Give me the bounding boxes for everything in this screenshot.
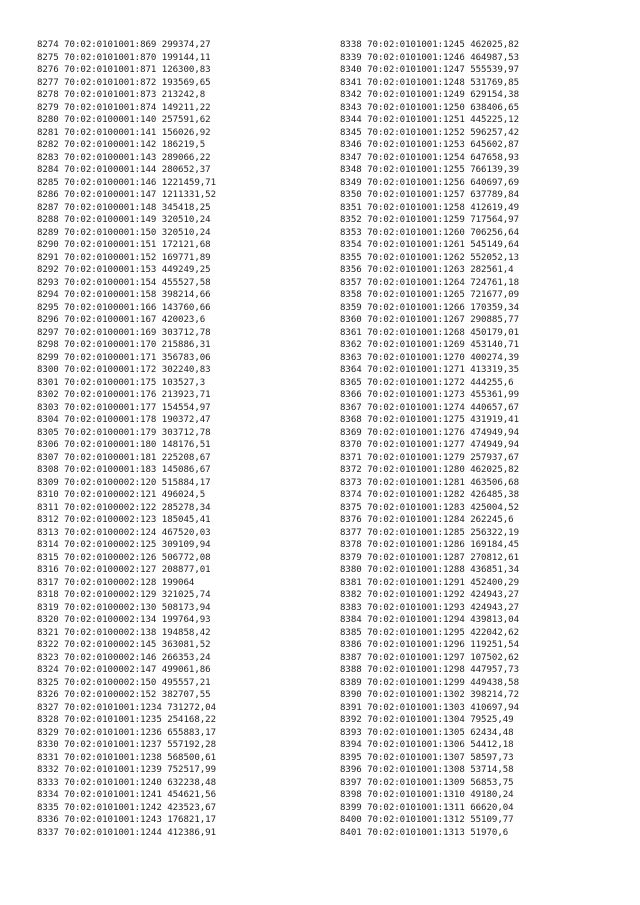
record-row: 8284 70:02:0100001:144 280652,37 [37,165,211,175]
record-row: 8335 70:02:0101001:1242 423523,67 [37,802,217,813]
record-row: 8313 70:02:0100002:124 467520,03 [37,527,211,538]
record-row: 8287 70:02:0100001:148 345418,25 [37,202,211,213]
record-row: 8281 70:02:0100001:141 156026,92 [37,127,211,138]
record-row: 8392 70:02:0101001:1304 79525,49 [340,715,514,725]
record-row: 8280 70:02:0100001:140 257591,62 [37,115,211,125]
record-row: 8371 70:02:0101001:1279 257937,67 [340,452,520,463]
record-row: 8372 70:02:0101001:1280 462025,82 [340,465,520,475]
record-row: 8380 70:02:0101001:1288 436851,34 [340,565,520,575]
record-row: 8390 70:02:0101001:1302 398214,72 [340,690,520,700]
record-row: 8384 70:02:0101001:1294 439813,04 [340,615,520,625]
record-row: 8333 70:02:0101001:1240 632238,48 [37,777,217,788]
record-row: 8302 70:02:0100001:176 213923,71 [37,390,211,400]
record-row: 8283 70:02:0100001:143 289066,22 [37,152,211,163]
record-row: 8358 70:02:0101001:1265 721677,09 [340,290,520,300]
record-row: 8351 70:02:0101001:1258 412619,49 [340,202,520,213]
record-row: 8293 70:02:0100001:154 455527,58 [37,277,211,288]
record-row: 8370 70:02:0101001:1277 474949,94 [340,440,520,450]
record-row: 8304 70:02:0100001:178 190372,47 [37,415,211,425]
record-row: 8319 70:02:0100002:130 508173,94 [37,602,211,613]
record-row: 8347 70:02:0101001:1254 647658,93 [340,152,520,163]
record-row: 8318 70:02:0100002:129 321025,74 [37,590,211,600]
record-row: 8398 70:02:0101001:1310 49180,24 [340,790,514,800]
record-row: 8386 70:02:0101001:1296 119251,54 [340,640,520,650]
record-row: 8352 70:02:0101001:1259 717564,97 [340,215,520,225]
record-row: 8321 70:02:0100002:138 194858,42 [37,627,211,638]
record-row: 8338 70:02:0101001:1245 462025,82 [340,40,520,50]
record-row: 8394 70:02:0101001:1306 54412,18 [340,740,514,750]
record-row: 8288 70:02:0100001:149 320510,24 [37,215,211,225]
record-row: 8339 70:02:0101001:1246 464987,53 [340,52,520,63]
record-row: 8365 70:02:0101001:1272 444255,6 [340,377,514,388]
record-row: 8279 70:02:0101001:874 149211,22 [37,102,211,113]
record-row: 8360 70:02:0101001:1267 290885,77 [340,315,520,325]
record-row: 8285 70:02:0100001:146 1221459,71 [37,177,217,188]
record-row: 8397 70:02:0101001:1309 56853,75 [340,777,514,788]
record-row: 8303 70:02:0100001:177 154554,97 [37,402,211,413]
record-row: 8294 70:02:0100001:158 398214,66 [37,290,211,300]
record-row: 8334 70:02:0101001:1241 454621,56 [37,790,217,800]
record-row: 8325 70:02:0100002:150 495557,21 [37,677,211,688]
record-row: 8297 70:02:0100001:169 303712,78 [37,327,211,338]
record-row: 8385 70:02:0101001:1295 422042,62 [340,627,520,638]
record-row: 8314 70:02:0100002:125 309109,94 [37,540,211,550]
record-row: 8367 70:02:0101001:1274 440657,67 [340,402,520,413]
record-row: 8363 70:02:0101001:1270 400274,39 [340,352,520,363]
record-row: 8324 70:02:0100002:147 499061,86 [37,665,211,675]
record-row: 8361 70:02:0101001:1268 450179,01 [340,327,520,338]
record-row: 8396 70:02:0101001:1308 53714,58 [340,765,514,775]
record-row: 8355 70:02:0101001:1262 552052,13 [340,252,520,263]
record-row: 8362 70:02:0101001:1269 453140,71 [340,340,520,350]
record-row: 8317 70:02:0100002:128 199064 [37,577,195,588]
record-row: 8298 70:02:0100001:170 215886,31 [37,340,211,350]
record-row: 8292 70:02:0100001:153 449249,25 [37,265,211,275]
record-row: 8278 70:02:0101001:873 213242,8 [37,90,206,100]
record-row: 8316 70:02:0100002:127 208877,01 [37,565,211,575]
record-row: 8311 70:02:0100002:122 285278,34 [37,502,211,513]
record-row: 8400 70:02:0101001:1312 55109,77 [340,815,514,825]
record-row: 8377 70:02:0101001:1285 256322,19 [340,527,520,538]
record-row: 8310 70:02:0100002:121 496024,5 [37,490,206,500]
record-row: 8349 70:02:0101001:1256 640697,69 [340,177,520,188]
record-row: 8326 70:02:0100002:152 382707,55 [37,690,211,700]
record-row: 8356 70:02:0101001:1263 282561,4 [340,265,514,275]
record-row: 8378 70:02:0101001:1286 169184,45 [340,540,520,550]
record-row: 8305 70:02:0100001:179 303712,78 [37,427,211,438]
record-row: 8389 70:02:0101001:1299 449438,58 [340,677,520,688]
record-row: 8374 70:02:0101001:1282 426485,38 [340,490,520,500]
record-row: 8336 70:02:0101001:1243 176821,17 [37,815,217,825]
record-row: 8307 70:02:0100001:181 225208,67 [37,452,211,463]
record-row: 8399 70:02:0101001:1311 66620,04 [340,802,514,813]
record-row: 8354 70:02:0101001:1261 545149,64 [340,240,520,250]
record-row: 8301 70:02:0100001:175 103527,3 [37,377,206,388]
record-row: 8382 70:02:0101001:1292 424943,27 [340,590,520,600]
record-row: 8337 70:02:0101001:1244 412386,91 [37,827,217,838]
record-row: 8368 70:02:0101001:1275 431919,41 [340,415,520,425]
record-row: 8323 70:02:0100002:146 266353,24 [37,652,211,663]
record-row: 8391 70:02:0101001:1303 410697,94 [340,702,520,713]
record-row: 8315 70:02:0100002:126 506772,08 [37,552,211,563]
record-row: 8388 70:02:0101001:1298 447957,73 [340,665,520,675]
record-row: 8308 70:02:0100001:183 145086,67 [37,465,211,475]
record-row: 8364 70:02:0101001:1271 413319,35 [340,365,520,375]
record-row: 8329 70:02:0101001:1236 655883,17 [37,727,217,738]
record-row: 8328 70:02:0101001:1235 254168,22 [37,715,217,725]
record-row: 8357 70:02:0101001:1264 724761,18 [340,277,520,288]
record-row: 8343 70:02:0101001:1250 638406,65 [340,102,520,113]
record-row: 8379 70:02:0101001:1287 270812,61 [340,552,520,563]
record-row: 8345 70:02:0101001:1252 596257,42 [340,127,520,138]
record-row: 8348 70:02:0101001:1255 766139,39 [340,165,520,175]
left-column [37,39,216,839]
record-row: 8299 70:02:0100001:171 356783,06 [37,352,211,363]
record-row: 8340 70:02:0101001:1247 555539,97 [340,65,520,75]
record-row: 8332 70:02:0101001:1239 752517,99 [37,765,217,775]
record-row: 8375 70:02:0101001:1283 425004,52 [340,502,520,513]
record-row: 8373 70:02:0101001:1281 463506,68 [340,477,520,488]
record-row: 8395 70:02:0101001:1307 58597,73 [340,752,514,763]
record-row: 8322 70:02:0100002:145 363081,52 [37,640,211,650]
record-row: 8369 70:02:0101001:1276 474949,94 [340,427,520,438]
record-row: 8366 70:02:0101001:1273 455361,99 [340,390,520,400]
record-row: 8383 70:02:0101001:1293 424943,27 [340,602,520,613]
right-column [340,39,519,839]
record-row: 8401 70:02:0101001:1313 51970,6 [340,827,509,838]
record-row: 8350 70:02:0101001:1257 637789,84 [340,190,520,200]
record-row: 8276 70:02:0101001:871 126300,83 [37,65,211,75]
record-row: 8286 70:02:0100001:147 1211331,52 [37,190,217,200]
record-row: 8330 70:02:0101001:1237 557192,28 [37,740,217,750]
record-row: 8353 70:02:0101001:1260 706256,64 [340,227,520,238]
record-row: 8342 70:02:0101001:1249 629154,38 [340,90,520,100]
record-row: 8290 70:02:0100001:151 172121,68 [37,240,211,250]
record-row: 8296 70:02:0100001:167 420023,6 [37,315,206,325]
record-row: 8359 70:02:0101001:1266 170359,34 [340,302,520,313]
record-row: 8309 70:02:0100002:120 515884,17 [37,477,211,488]
record-row: 8306 70:02:0100001:180 148176,51 [37,440,211,450]
record-row: 8312 70:02:0100002:123 185045,41 [37,515,211,525]
record-row: 8376 70:02:0101001:1284 262245,6 [340,515,514,525]
record-row: 8341 70:02:0101001:1248 531769,85 [340,77,520,88]
record-row: 8282 70:02:0100001:142 186219,5 [37,140,206,150]
record-row: 8300 70:02:0100001:172 302240,83 [37,365,211,375]
record-row: 8291 70:02:0100001:152 169771,89 [37,252,211,263]
record-row: 8289 70:02:0100001:150 320510,24 [37,227,211,238]
record-row: 8274 70:02:0101001:869 299374,27 [37,40,211,50]
record-row: 8344 70:02:0101001:1251 445225,12 [340,115,520,125]
record-row: 8295 70:02:0100001:166 143760,66 [37,302,211,313]
record-row: 8346 70:02:0101001:1253 645602,87 [340,140,520,150]
record-row: 8320 70:02:0100002:134 199764,93 [37,615,211,625]
record-row: 8393 70:02:0101001:1305 62434,48 [340,727,514,738]
record-row: 8381 70:02:0101001:1291 452400,29 [340,577,520,588]
record-row: 8275 70:02:0101001:870 199144,11 [37,52,211,63]
record-row: 8331 70:02:0101001:1238 568500,61 [37,752,217,763]
record-row: 8327 70:02:0101001:1234 731272,04 [37,702,217,713]
record-row: 8277 70:02:0101001:872 193569,65 [37,77,211,88]
record-row: 8387 70:02:0101001:1297 107502,62 [340,652,520,663]
